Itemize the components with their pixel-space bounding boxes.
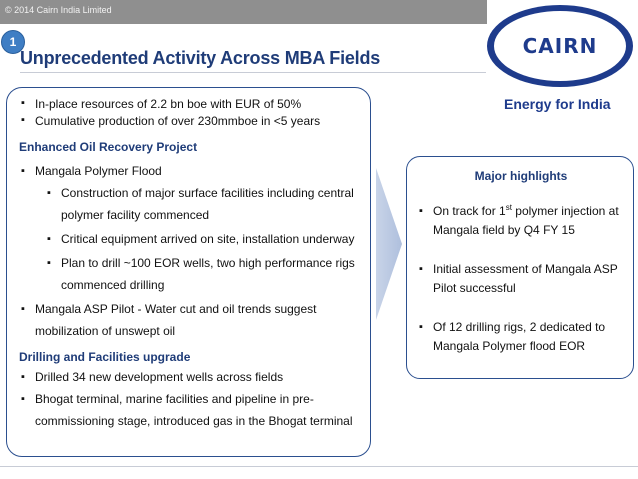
ordinal-suffix: st [505,203,512,212]
title-divider [20,72,486,73]
eor-item: ▪ Mangala ASP Pilot - Water cut and oil trends suggest mobilization of unswept oil [17,298,360,342]
highlight-item [419,202,623,240]
logo-wordmark: CAIRN [522,34,598,58]
highlights-panel [406,156,634,379]
eor-heading: Enhanced Oil Recovery Project [19,140,198,154]
activity-panel [6,87,371,457]
eor-item: ▪ Mangala Polymer Flood [17,160,360,182]
highlight-item: ▪ Initial assessment of Mangala ASP Pilot successful [419,260,623,298]
page-title: Unprecedented Activity Across MBA Fields [20,48,381,68]
highlight-text: On track for 1 [433,204,506,218]
logo-inner-oval [494,11,626,81]
highlights-heading: Major highlights [474,169,568,183]
drilling-heading: Drilling and Facilities upgrade [19,350,191,364]
eor-subitem: ▪ Critical equipment arrived on site, installation underway [17,228,360,250]
drilling-item: ▪ Bhogat terminal, marine facilities and pipeline in pre-commissioning stage, introduced gas in the Bhogat terminal [17,388,360,432]
highlight-text: polymer injection at Mangala field by Q4 FY 15 [433,204,619,237]
logo-tagline: Energy for India [504,96,611,112]
footer-divider [0,466,638,467]
copyright-text: © 2014 Cairn India Limited [5,5,112,15]
highlight-item: ▪ Of 12 drilling rigs, 2 dedicated to Mangala Polymer flood EOR [419,318,623,356]
drilling-item: ▪ Drilled 34 new development wells across fields [17,366,360,388]
chevron-right-arrow-icon [376,168,402,320]
top-bar [0,0,487,24]
intro-bullet: ▪ Cumulative production of over 230mmboe in <5 years [17,114,360,128]
intro-bullet: ▪ In-place resources of 2.2 bn boe with EUR of 50% [17,97,360,111]
eor-subitem: ▪ Construction of major surface facilities including central polymer facility commenced [17,182,360,226]
cairn-logo [487,5,633,87]
eor-subitem: ▪ Plan to drill ~100 EOR wells, two high performance rigs commenced drilling [17,252,360,296]
slide-number-badge: 1 [1,30,25,54]
